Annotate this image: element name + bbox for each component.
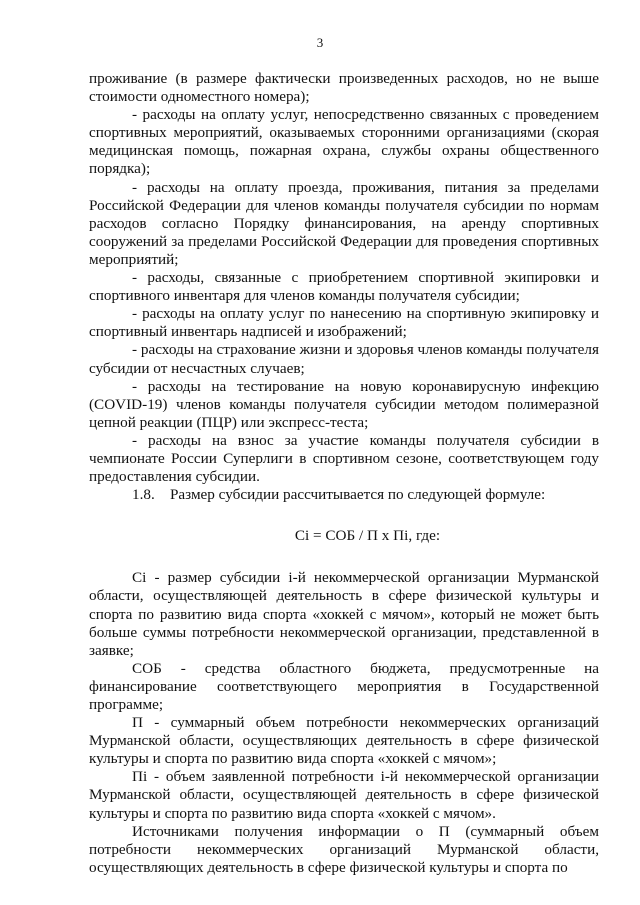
subsidy-formula: Сi = СОБ / П х Пi, где: xyxy=(294,527,441,545)
paragraph-event-services: - расходы на оплату услуг, непосредственно связанных с проведением спортивных мероприятий, оказываемых сторонними организациями (скорая медицинская помощь, пожарная охрана, службы охраны общественного порядка); xyxy=(89,106,599,178)
definition-sob: СОБ - средства областного бюджета, предусмотренные на финансирование соответствующего мероприятия в Государственной программе; xyxy=(89,659,599,713)
paragraph-equipment: - расходы, связанные с приобретением спортивной экипировки и спортивного инвентаря для членов команды получателя субсидии; xyxy=(89,269,599,305)
paragraph-information-sources: Источниками получения информации о П (суммарный объем потребности некоммерческих организаций Мурманской области, осуществляющих деятельность в сфере физической культуры и спорта по xyxy=(89,822,599,876)
paragraph-accommodation: проживание (в размере фактически произведенных расходов, но не выше стоимости одноместного номера); xyxy=(89,70,599,106)
paragraph-section-1-8: 1.8. Размер субсидии рассчитывается по следующей формуле: xyxy=(132,486,546,504)
definition-p: П - суммарный объем потребности некоммерческих организаций Мурманской области, осуществляющих деятельность в сфере физической культуры и спорта по развитию вида спорта «хоккей с мячом»; xyxy=(89,714,599,768)
paragraph-travel-abroad: - расходы на оплату проезда, проживания, питания за пределами Российской Федерации для членов команды получателя субсидии по нормам расходов согласно Порядку финансирования, на аренду спортивных сооружений за пределами Российской Федерации для проведения спортивных мероприятий; xyxy=(89,178,599,268)
paragraph-league-fee: - расходы на взнос за участие команды получателя субсидии в чемпионате России Суперлиги в спортивном сезоне, соответствующем году предоставления субсидии. xyxy=(89,431,599,486)
page-number: 3 xyxy=(316,35,324,50)
paragraph-covid-testing: - расходы на тестирование на новую коронавирусную инфекцию (COVID-19) членов команды получателя субсидии методом полимеразной цепной реакции (ПЦР) или экспресс-теста; xyxy=(89,377,599,431)
definition-pi: Пi - объем заявленной потребности i-й некоммерческой организации Мурманской области, осуществляющей деятельность в сфере физической культуры и спорта по развитию вида спорта «хоккей с мячом». xyxy=(89,768,599,822)
definition-ci: Сi - размер субсидии i-й некоммерческой организации Мурманской области, осуществляющей деятельность в сфере физической культуры и спорта по развитию вида спорта «хоккей с мячом», который не может быть больше суммы потребности некоммерческой организации, представленной в заявке; xyxy=(89,569,599,659)
paragraph-printing: - расходы на оплату услуг по нанесению на спортивную экипировку и спортивный инвентарь надписей и изображений; xyxy=(89,305,599,341)
paragraph-insurance: - расходы на страхование жизни и здоровья членов команды получателя субсидии от несчастных случаев; xyxy=(89,341,599,377)
document-body xyxy=(89,70,599,877)
